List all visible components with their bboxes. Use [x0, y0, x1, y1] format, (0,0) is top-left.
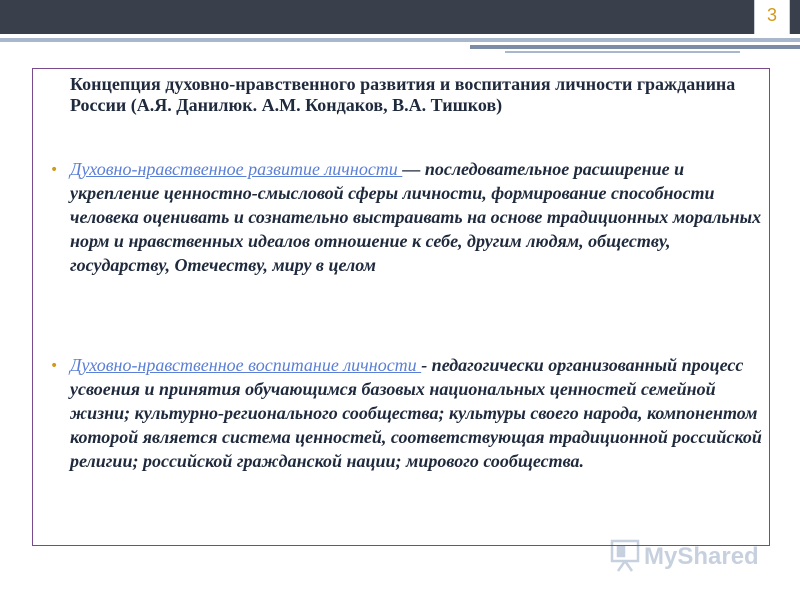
definition-term[interactable]: Духовно-нравственное развитие личности: [70, 159, 403, 179]
decorative-stripes: [0, 34, 800, 64]
presentation-board-icon: [612, 541, 638, 571]
definition-paragraph: [70, 157, 762, 277]
definition-term[interactable]: Духовно-нравственное воспитание личности: [70, 355, 422, 375]
definition-text: — последовательное расширение и укрепление ценностно-смысловой сферы личности, формирование способности человека оценивать и сознательно выстраивать на основе традиционных моральных норм и нравственных идеалов отношение к себе, другим людям, обществу, государству, Отечеству, миру в целом: [70, 159, 762, 275]
bullet-dot-icon: •: [50, 358, 59, 374]
slide-heading: Концепция духовно-нравственного развития и воспитания личности гражданина России (А.Я. Данилюк. А.М. Кондаков, В.А. Тишков): [70, 74, 736, 115]
definition-text: - педагогически организованный процесс усвоения и принятия обучающимся базовых национальных ценностей семейной жизни; культурно-регионального сообщества; культуры своего народа, компонентом которой является система ценностей, соответствующая традиционной российской религии; российской гражданской нации; мирового сообщества.: [70, 355, 762, 471]
watermark-text: MyShared: [644, 543, 759, 570]
definition-paragraph: [70, 353, 762, 473]
bullet-dot-icon: •: [50, 162, 59, 178]
page-number: 3: [754, 0, 790, 34]
content-frame: [32, 68, 770, 546]
header-bar: [0, 0, 800, 34]
watermark-logo: [608, 535, 773, 575]
